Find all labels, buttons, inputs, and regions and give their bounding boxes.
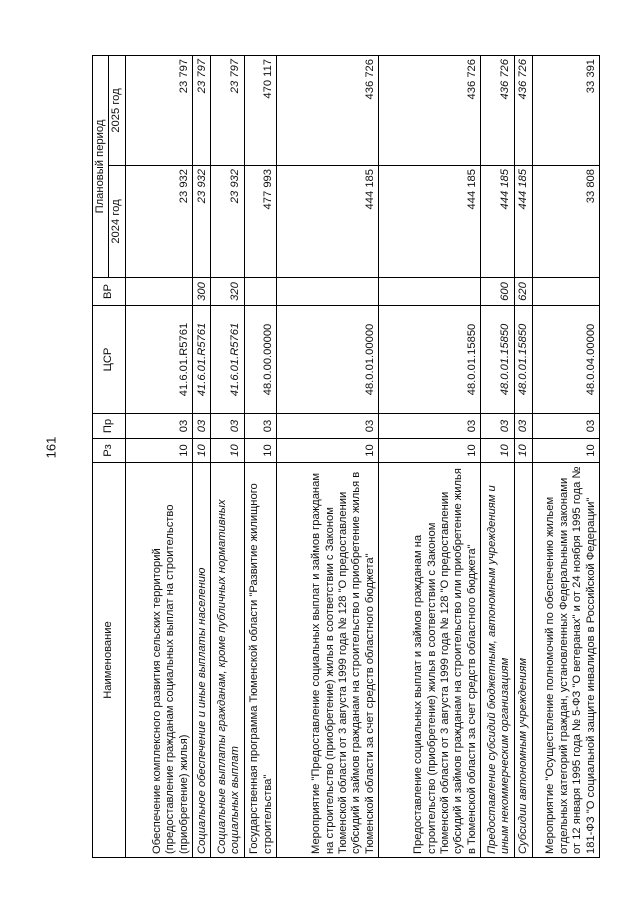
row-value-2024: 23 932 <box>210 166 244 278</box>
row-name: Обеспечение комплексного развития сельских территорий (предоставление гражданам социальных выплат на строительство (приобретение) жилья) <box>125 463 192 858</box>
row-value-2025: 23 797 <box>193 55 211 165</box>
row-value-2025: 470 117 <box>244 55 277 165</box>
row-value-2024: 33 808 <box>532 166 599 278</box>
row-rz: 10 <box>379 439 481 463</box>
table-row <box>210 55 244 857</box>
row-name: Предоставление социальных выплат и займов гражданам на строительство (приобретение) жилья в соответствии с Законом Тюменской области от 3 августа 1999 года № 128 "О предоставлении субсидий и займов гражданам на строительство или приобретение жилья в Тюменской области за счет средств областного бюджета" <box>379 463 481 858</box>
header-rz: Рз <box>93 439 126 463</box>
row-value-2025: 23 797 <box>125 55 192 165</box>
row-value-2024: 444 185 <box>481 166 515 278</box>
header-pr: Пр <box>93 414 126 439</box>
table-row <box>244 55 277 857</box>
row-csr: 41.6.01.R5761 <box>125 306 192 414</box>
table-body <box>125 55 599 857</box>
row-rz: 10 <box>244 439 277 463</box>
row-csr: 48.0.01.15850 <box>481 306 515 414</box>
row-vr <box>125 278 192 306</box>
row-rz: 10 <box>514 439 532 463</box>
page-number: 161 <box>43 436 59 459</box>
row-pr: 03 <box>125 414 192 439</box>
row-pr: 03 <box>514 414 532 439</box>
row-value-2024: 444 185 <box>277 166 379 278</box>
row-pr: 03 <box>193 414 211 439</box>
budget-table-rotated <box>92 56 600 858</box>
row-vr <box>532 278 599 306</box>
table-row <box>125 55 192 857</box>
row-csr: 48.0.01.15850 <box>514 306 532 414</box>
row-value-2024: 23 932 <box>193 166 211 278</box>
row-rz: 10 <box>125 439 192 463</box>
row-csr: 48.0.01.15850 <box>379 306 481 414</box>
row-vr <box>277 278 379 306</box>
row-pr: 03 <box>379 414 481 439</box>
table-row <box>532 55 599 857</box>
row-rz: 10 <box>277 439 379 463</box>
row-pr: 03 <box>277 414 379 439</box>
row-value-2025: 23 797 <box>210 55 244 165</box>
table-row <box>379 55 481 857</box>
row-rz: 10 <box>532 439 599 463</box>
row-name: Социальное обеспечение и иные выплаты населению <box>193 463 211 858</box>
row-name: Предоставление субсидий бюджетным, автономным учреждениям и иным некоммерческим организациям <box>481 463 515 858</box>
row-name: Субсидии автономным учреждениям <box>514 463 532 858</box>
row-name: Государственная программа Тюменской области "Развитие жилищного строительства" <box>244 463 277 858</box>
row-csr: 41.6.01.R5761 <box>210 306 244 414</box>
table-row <box>481 55 515 857</box>
row-rz: 10 <box>481 439 515 463</box>
header-year-2024: 2024 год <box>109 166 125 278</box>
row-vr: 620 <box>514 278 532 306</box>
row-value-2025: 436 726 <box>514 55 532 165</box>
row-pr: 03 <box>210 414 244 439</box>
row-pr: 03 <box>244 414 277 439</box>
row-rz: 10 <box>210 439 244 463</box>
row-vr: 300 <box>193 278 211 306</box>
table-row <box>277 55 379 857</box>
header-name: Наименование <box>93 463 126 858</box>
row-csr: 48.0.01.00000 <box>277 306 379 414</box>
header-csr: ЦСР <box>93 306 126 414</box>
row-value-2024: 444 185 <box>379 166 481 278</box>
row-csr: 48.0.00.00000 <box>244 306 277 414</box>
row-value-2025: 436 726 <box>481 55 515 165</box>
row-csr: 41.6.01.R5761 <box>193 306 211 414</box>
row-rz: 10 <box>193 439 211 463</box>
row-vr <box>379 278 481 306</box>
row-value-2024: 477 993 <box>244 166 277 278</box>
budget-table <box>92 55 600 858</box>
header-planned-period: Плановый период <box>93 55 109 277</box>
row-name: Мероприятие "Осуществление полномочий по обеспечению жильем отдельных категорий граждан, установленных Федеральными законами от 12 января 1995 года № 5-ФЗ "О ветеранах" и от 24 ноября 1995 года № 181-ФЗ "О социальной защите инвалидов в Российской Федерации" <box>532 463 599 858</box>
row-pr: 03 <box>532 414 599 439</box>
table-row <box>193 55 211 857</box>
header-vr: ВР <box>93 278 126 306</box>
row-csr: 48.0.04.00000 <box>532 306 599 414</box>
row-pr: 03 <box>481 414 515 439</box>
row-value-2025: 436 726 <box>277 55 379 165</box>
row-vr: 600 <box>481 278 515 306</box>
row-value-2025: 33 391 <box>532 55 599 165</box>
row-name: Социальные выплаты гражданам, кроме публичных нормативных социальных выплат <box>210 463 244 858</box>
row-value-2024: 23 932 <box>125 166 192 278</box>
row-name: Мероприятие "Предоставление социальных выплат и займов гражданам на строительство (приобретение) жилья в соответствии с Законом Тюменской области от 3 августа 1999 года № 128 "О предоставлении субсидий и займов гражданам на строительство и приобретение жилья в Тюменской области за счет средств областного бюджета" <box>277 463 379 858</box>
table-row <box>514 55 532 857</box>
row-vr: 320 <box>210 278 244 306</box>
row-vr <box>244 278 277 306</box>
row-value-2025: 436 726 <box>379 55 481 165</box>
header-year-2025: 2025 год <box>109 55 125 165</box>
row-value-2024: 444 185 <box>514 166 532 278</box>
